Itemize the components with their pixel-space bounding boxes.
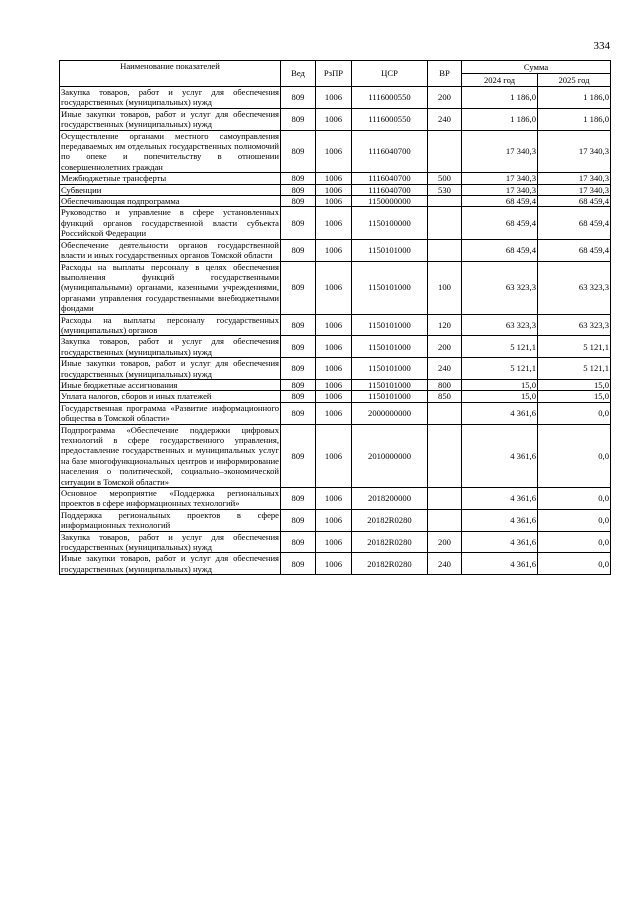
cell-ved: 809	[281, 553, 316, 575]
cell-csr: 2000000000	[352, 402, 428, 424]
cell-y2024: 5 121,1	[462, 358, 538, 380]
cell-csr: 1150101000	[352, 239, 428, 261]
cell-vr: 850	[428, 391, 462, 402]
cell-y2024: 63 323,3	[462, 261, 538, 314]
cell-ved: 809	[281, 336, 316, 358]
cell-y2025: 17 340,3	[538, 184, 611, 195]
cell-y2024: 68 459,4	[462, 196, 538, 207]
cell-y2025: 0,0	[538, 402, 611, 424]
header-2024: 2024 год	[462, 74, 538, 87]
cell-y2025: 68 459,4	[538, 196, 611, 207]
cell-rzpr: 1006	[316, 488, 352, 510]
cell-name: Закупка товаров, работ и услуг для обеспечения государственных (муниципальных) нужд	[61, 336, 279, 357]
table-row	[60, 173, 611, 184]
cell-rzpr: 1006	[316, 314, 352, 336]
table-row	[60, 87, 611, 109]
cell-rzpr: 1006	[316, 87, 352, 109]
cell-y2024: 17 340,3	[462, 173, 538, 184]
table-row	[60, 402, 611, 424]
cell-ved: 809	[281, 379, 316, 390]
table-row	[60, 553, 611, 575]
cell-y2025: 1 186,0	[538, 108, 611, 130]
cell-ved: 809	[281, 108, 316, 130]
cell-rzpr: 1006	[316, 130, 352, 173]
cell-y2025: 68 459,4	[538, 239, 611, 261]
table-row	[60, 184, 611, 195]
cell-y2025: 5 121,1	[538, 358, 611, 380]
cell-y2024: 4 361,6	[462, 531, 538, 553]
cell-name: Расходы на выплаты персоналу в целях обеспечения выполнения функций государственными (муниципальными) органами, казенными учреждениями, органами управления государственными внебюджетными фондами	[61, 261, 279, 314]
cell-y2025: 0,0	[538, 509, 611, 531]
cell-csr: 2010000000	[352, 424, 428, 487]
cell-rzpr: 1006	[316, 391, 352, 402]
cell-vr: 100	[428, 261, 462, 314]
cell-y2025: 68 459,4	[538, 207, 611, 239]
table-row	[60, 391, 611, 402]
cell-vr	[428, 488, 462, 510]
cell-name: Поддержка региональных проектов в сфере информационных технологий	[61, 509, 279, 531]
cell-ved: 809	[281, 184, 316, 195]
table-row	[60, 130, 611, 173]
table-row	[60, 196, 611, 207]
cell-vr: 200	[428, 531, 462, 553]
cell-rzpr: 1006	[316, 184, 352, 195]
cell-y2025: 0,0	[538, 424, 611, 487]
cell-y2025: 17 340,3	[538, 173, 611, 184]
cell-csr: 2018200000	[352, 488, 428, 510]
header-2025: 2025 год	[538, 74, 611, 87]
cell-y2024: 15,0	[462, 391, 538, 402]
table-row	[60, 207, 611, 239]
cell-y2024: 4 361,6	[462, 424, 538, 487]
cell-vr: 240	[428, 553, 462, 575]
cell-y2024: 4 361,6	[462, 553, 538, 575]
cell-y2024: 68 459,4	[462, 239, 538, 261]
table-row	[60, 314, 611, 336]
cell-name: Подпрограмма «Обеспечение поддержки цифровых технологий в сфере государственного управления, предоставление государственных и муниципальных услуг на базе многофункциональных центров и информирование населения о политической, социально–экономической ситуации в Томской области»	[61, 424, 279, 487]
cell-ved: 809	[281, 314, 316, 336]
cell-vr: 200	[428, 336, 462, 358]
cell-y2025: 15,0	[538, 391, 611, 402]
cell-name: Закупка товаров, работ и услуг для обеспечения государственных (муниципальных) нужд	[61, 531, 279, 553]
cell-y2025: 15,0	[538, 379, 611, 390]
cell-csr: 20182R0280	[352, 509, 428, 531]
table-row	[60, 509, 611, 531]
cell-ved: 809	[281, 391, 316, 402]
header-rzpr: РзПР	[316, 61, 352, 87]
table-row	[60, 379, 611, 390]
cell-vr	[428, 239, 462, 261]
cell-rzpr: 1006	[316, 239, 352, 261]
cell-name: Расходы на выплаты персоналу государственных (муниципальных) органов	[61, 314, 279, 335]
cell-rzpr: 1006	[316, 424, 352, 487]
cell-vr: 240	[428, 108, 462, 130]
cell-ved: 809	[281, 87, 316, 109]
cell-ved: 809	[281, 261, 316, 314]
cell-name: Иные закупки товаров, работ и услуг для обеспечения государственных (муниципальных) нужд	[61, 108, 279, 130]
cell-y2025: 17 340,3	[538, 130, 611, 173]
cell-name: Уплата налогов, сборов и иных платежей	[60, 391, 281, 402]
cell-csr: 1150101000	[352, 379, 428, 390]
cell-csr: 1150100000	[352, 207, 428, 239]
cell-rzpr: 1006	[316, 207, 352, 239]
cell-name: Закупка товаров, работ и услуг для обеспечения государственных (муниципальных) нужд	[61, 87, 279, 108]
table-row	[60, 424, 611, 487]
cell-rzpr: 1006	[316, 196, 352, 207]
cell-vr: 240	[428, 358, 462, 380]
cell-ved: 809	[281, 358, 316, 380]
cell-csr: 1116040700	[352, 173, 428, 184]
cell-y2024: 5 121,1	[462, 336, 538, 358]
cell-y2024: 4 361,6	[462, 509, 538, 531]
cell-ved: 809	[281, 424, 316, 487]
cell-y2024: 63 323,3	[462, 314, 538, 336]
cell-vr	[428, 130, 462, 173]
cell-csr: 20182R0280	[352, 531, 428, 553]
cell-name: Иные бюджетные ассигнования	[60, 379, 281, 390]
cell-rzpr: 1006	[316, 402, 352, 424]
cell-y2024: 1 186,0	[462, 87, 538, 109]
header-csr: ЦСР	[352, 61, 428, 87]
table-body	[60, 87, 611, 575]
cell-vr: 800	[428, 379, 462, 390]
cell-name: Государственная программа «Развитие информационного общества в Томской области»	[61, 402, 279, 424]
cell-ved: 809	[281, 531, 316, 553]
cell-y2024: 17 340,3	[462, 184, 538, 195]
cell-y2025: 0,0	[538, 531, 611, 553]
table-row	[60, 488, 611, 510]
cell-y2024: 15,0	[462, 379, 538, 390]
cell-rzpr: 1006	[316, 108, 352, 130]
header-vr: ВР	[428, 61, 462, 87]
cell-ved: 809	[281, 488, 316, 510]
cell-rzpr: 1006	[316, 336, 352, 358]
cell-rzpr: 1006	[316, 531, 352, 553]
cell-y2025: 0,0	[538, 553, 611, 575]
cell-csr: 1150101000	[352, 358, 428, 380]
table-row	[60, 336, 611, 358]
cell-ved: 809	[281, 173, 316, 184]
cell-y2025: 1 186,0	[538, 87, 611, 109]
cell-y2024: 17 340,3	[462, 130, 538, 173]
cell-name: Иные закупки товаров, работ и услуг для обеспечения государственных (муниципальных) нужд	[61, 358, 279, 379]
cell-csr: 1150101000	[352, 336, 428, 358]
cell-rzpr: 1006	[316, 261, 352, 314]
header-sum: Сумма	[462, 61, 611, 74]
cell-csr: 1116000550	[352, 87, 428, 109]
cell-vr	[428, 424, 462, 487]
header-ved: Вед	[281, 61, 316, 87]
cell-y2025: 0,0	[538, 488, 611, 510]
table-row	[60, 531, 611, 553]
cell-name: Обеспечение деятельности органов государственной власти и иных государственных органов Томской области	[61, 239, 279, 261]
cell-vr	[428, 402, 462, 424]
cell-y2025: 63 323,3	[538, 314, 611, 336]
cell-vr	[428, 196, 462, 207]
cell-vr: 530	[428, 184, 462, 195]
budget-table	[59, 60, 611, 575]
cell-vr	[428, 207, 462, 239]
cell-csr: 1116000550	[352, 108, 428, 130]
cell-y2024: 68 459,4	[462, 207, 538, 239]
cell-y2024: 4 361,6	[462, 488, 538, 510]
cell-vr: 200	[428, 87, 462, 109]
cell-csr: 1116040700	[352, 184, 428, 195]
cell-csr: 1150101000	[352, 391, 428, 402]
cell-ved: 809	[281, 402, 316, 424]
cell-ved: 809	[281, 196, 316, 207]
table-row	[60, 239, 611, 261]
cell-y2024: 1 186,0	[462, 108, 538, 130]
cell-csr: 1150101000	[352, 314, 428, 336]
table-row	[60, 261, 611, 314]
cell-csr: 20182R0280	[352, 553, 428, 575]
cell-rzpr: 1006	[316, 379, 352, 390]
cell-rzpr: 1006	[316, 358, 352, 380]
cell-name: Субвенции	[60, 184, 281, 195]
cell-vr	[428, 509, 462, 531]
table-row	[60, 108, 611, 130]
cell-vr: 500	[428, 173, 462, 184]
cell-name: Основное мероприятие «Поддержка региональных проектов в сфере информационных технологий»	[61, 488, 279, 509]
page-number: 334	[593, 40, 610, 52]
cell-name: Руководство и управление в сфере установленных функций органов государственной власти субъекта Российской Федерации	[61, 207, 279, 239]
cell-y2024: 4 361,6	[462, 402, 538, 424]
cell-name: Обеспечивающая подпрограмма	[60, 196, 281, 207]
cell-csr: 1116040700	[352, 130, 428, 173]
cell-ved: 809	[281, 509, 316, 531]
table-row	[60, 358, 611, 380]
cell-ved: 809	[281, 239, 316, 261]
header-name: Наименование показателей	[60, 61, 281, 87]
cell-rzpr: 1006	[316, 553, 352, 575]
cell-csr: 1150101000	[352, 261, 428, 314]
cell-y2025: 5 121,1	[538, 336, 611, 358]
cell-name: Иные закупки товаров, работ и услуг для обеспечения государственных (муниципальных) нужд	[61, 553, 279, 574]
cell-csr: 1150000000	[352, 196, 428, 207]
cell-rzpr: 1006	[316, 173, 352, 184]
cell-name: Осуществление органами местного самоуправления передаваемых им отдельных государственных полномочий по опеке и попечительству в отношении совершеннолетних граждан	[61, 130, 279, 172]
cell-vr: 120	[428, 314, 462, 336]
cell-ved: 809	[281, 207, 316, 239]
cell-y2025: 63 323,3	[538, 261, 611, 314]
cell-rzpr: 1006	[316, 509, 352, 531]
cell-name: Межбюджетные трансферты	[60, 173, 281, 184]
cell-ved: 809	[281, 130, 316, 173]
